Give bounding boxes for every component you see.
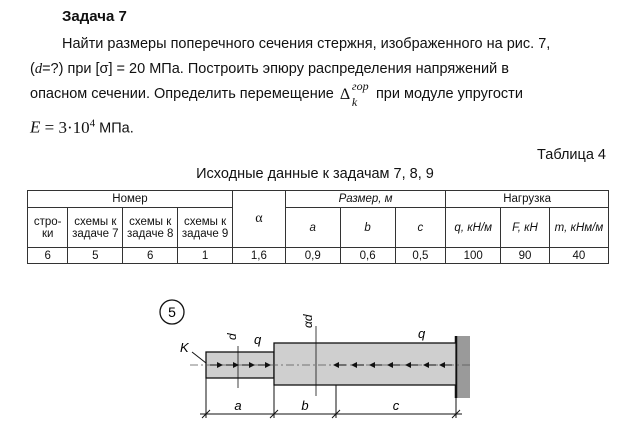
cell-s7: 5 xyxy=(68,248,123,264)
table-caption: Таблица 4 xyxy=(537,147,606,163)
header-nomer: Номер xyxy=(28,191,233,208)
delta-symbol: Δ гор k xyxy=(339,79,369,109)
cell-s9: 1 xyxy=(178,248,233,264)
q1-label: q xyxy=(254,332,262,347)
task-line-1: Найти размеры поперечного сечения стержня, изображенного на рис. 7, xyxy=(62,36,551,52)
header-q: q, кН/м xyxy=(446,208,501,248)
d-label: d xyxy=(225,333,239,340)
figure-number: 5 xyxy=(168,304,176,320)
dim-c-label: c xyxy=(392,398,400,413)
task-line-3: опасном сечении. Определить перемещение Δ гор k при модуле упругости xyxy=(30,79,523,109)
header-alpha: α xyxy=(233,191,286,248)
large-rod-section xyxy=(274,343,456,385)
dim-a-label: a xyxy=(234,398,242,413)
header-c: c xyxy=(395,208,446,248)
header-m: m, кНм/м xyxy=(549,208,608,248)
task-title: Задача 7 xyxy=(62,8,127,25)
header-load: Нагрузка xyxy=(446,191,609,208)
wall-support xyxy=(456,336,470,398)
cell-s8: 6 xyxy=(123,248,178,264)
header-F: F, кН xyxy=(501,208,550,248)
cell-a: 0,9 xyxy=(285,248,340,264)
cell-row: 6 xyxy=(28,248,68,264)
beam-diagram xyxy=(150,296,480,431)
task-line-4: $E = 3\cdot 10^4$ МПа. xyxy=(30,117,134,137)
header-scheme-8: схемы к задаче 8 xyxy=(123,208,178,248)
cell-q: 100 xyxy=(446,248,501,264)
data-table xyxy=(27,190,609,264)
header-b: b xyxy=(340,208,395,248)
cell-F: 90 xyxy=(501,248,550,264)
table-heading: Исходные данные к задачам 7, 8, 9 xyxy=(196,166,434,182)
alpha-d-label: αd xyxy=(301,314,315,328)
header-a: a xyxy=(285,208,340,248)
cell-b: 0,6 xyxy=(340,248,395,264)
header-scheme-7: схемы к задаче 7 xyxy=(68,208,123,248)
task-line-2: (d=?) при [σ] = 20 МПа. Построить эпюру распределения напряжений в xyxy=(30,61,509,77)
task-text xyxy=(30,32,608,142)
header-size: Размер, м xyxy=(285,191,445,208)
cell-c: 0,5 xyxy=(395,248,446,264)
cell-alpha: 1,6 xyxy=(233,248,286,264)
dim-b-label: b xyxy=(301,398,309,413)
cell-m: 40 xyxy=(549,248,608,264)
header-row: стро-ки xyxy=(28,208,68,248)
point-K-label: K xyxy=(180,340,189,355)
header-scheme-9: схемы к задаче 9 xyxy=(178,208,233,248)
q2-label: q xyxy=(418,326,426,341)
